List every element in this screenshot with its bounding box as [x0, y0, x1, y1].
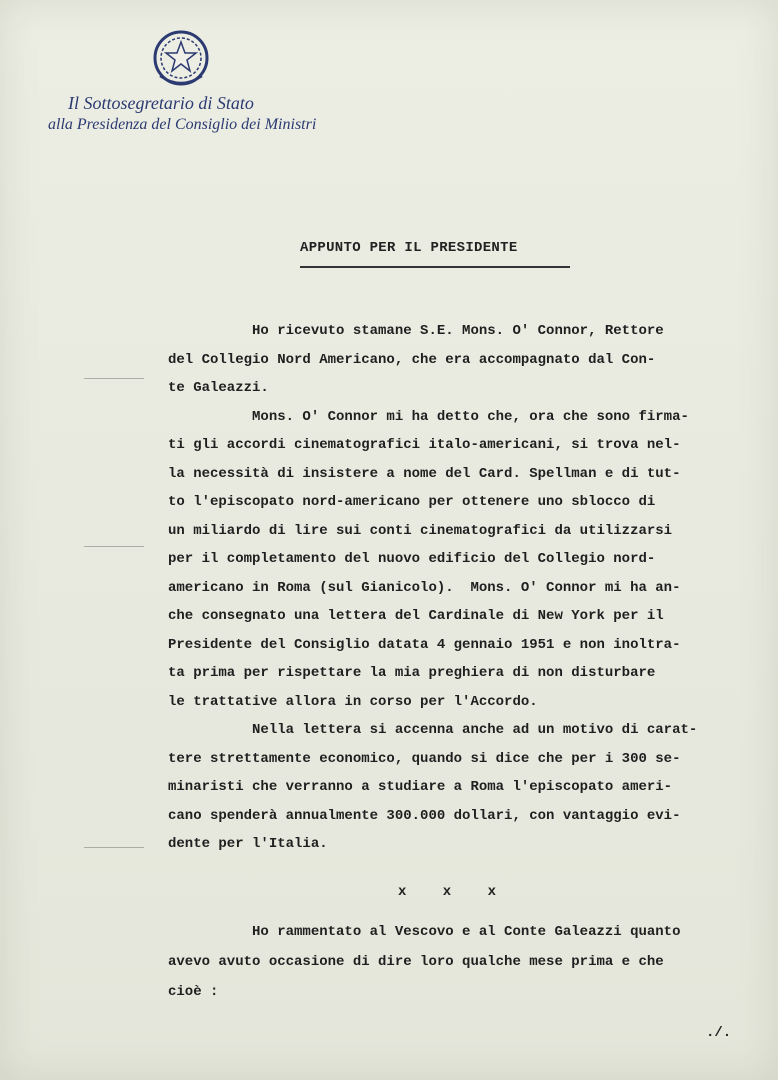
punch-mark — [84, 378, 144, 379]
memo-body — [168, 317, 768, 859]
letterhead-line-1: Il Sottosegretario di Stato — [68, 93, 254, 113]
closing-line: cioè : — [168, 984, 219, 1000]
body-line: che consegnato una lettera del Cardinale di New York per il — [168, 608, 664, 624]
body-line: ti gli accordi cinematografici italo-americani, si trova nel- — [168, 437, 681, 453]
body-line: te Galeazzi. — [168, 380, 269, 396]
body-line: del Collegio Nord Americano, che era accompagnato dal Con- — [168, 351, 656, 368]
body-line: Nella lettera si accenna anche ad un motivo di carat- — [168, 722, 698, 738]
body-line: americano in Roma (sul Gianicolo). Mons. O' Connor mi ha an- — [168, 579, 681, 596]
body-line: minaristi che verranno a studiare a Roma l'episcopato ameri- — [168, 779, 673, 795]
body-line: un miliardo di lire sui conti cinematografici da utilizzarsi — [168, 522, 673, 539]
body-line: cano spenderà annualmente 300.000 dollari, con vantaggio evi- — [168, 807, 681, 824]
letterhead-line-2: alla Presidenza del Consiglio dei Ministri — [48, 116, 317, 133]
body-line: tere strettamente economico, quando si dice che per i 300 se- — [168, 750, 681, 767]
republic-emblem-icon — [150, 26, 212, 92]
body-line: la necessità di insistere a nome del Card. Spellman e di tut- — [168, 465, 681, 482]
body-line: le trattative allora in corso per l'Accordo. — [168, 693, 538, 710]
body-line: Presidente del Consiglio datata 4 gennaio 1951 e non inoltra- — [168, 636, 681, 653]
closing-line: avevo avuto occasione di dire loro qualche mese prima e che — [168, 954, 664, 970]
body-line: ta prima per rispettare la mia preghiera di non disturbare — [168, 665, 656, 681]
body-line: per il completamento del nuovo edificio del Collegio nord- — [168, 551, 656, 567]
memo-closing — [168, 917, 768, 1007]
body-line: Mons. O' Connor mi ha detto che, ora che sono firma- — [168, 408, 689, 425]
punch-mark — [84, 546, 144, 547]
title-underline — [300, 266, 570, 268]
page-continuation-mark: ./. — [706, 1025, 732, 1041]
closing-line: Ho rammentato al Vescovo e al Conte Galeazzi quanto — [168, 924, 681, 940]
punch-mark — [84, 847, 144, 848]
body-line: Ho ricevuto stamane S.E. Mons. O' Connor, Rettore — [168, 323, 664, 339]
body-line: dente per l'Italia. — [168, 836, 328, 852]
letterhead — [48, 92, 338, 136]
body-line: to l'episcopato nord-americano per ottenere uno sblocco di — [168, 494, 656, 510]
document-title: APPUNTO PER IL PRESIDENTE — [300, 240, 518, 256]
section-separator: x x x — [398, 884, 497, 900]
